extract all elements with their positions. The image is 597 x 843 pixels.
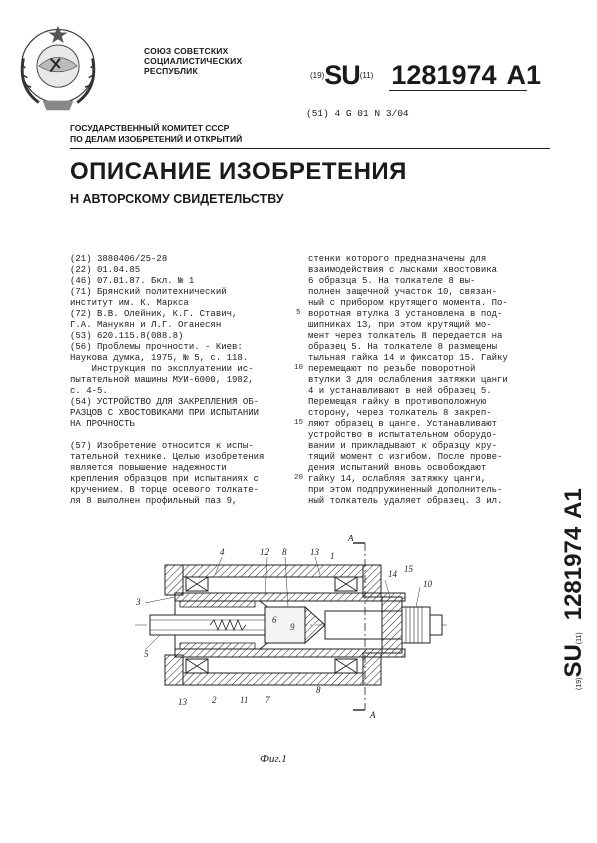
- org-line: СОЦИАЛИСТИЧЕСКИХ: [144, 56, 243, 66]
- code-19: (19): [310, 71, 325, 80]
- text-line: Наукова думка, 1975, № 5, с. 118.: [70, 353, 249, 363]
- text-line: 6 образца 5. На толкателе 8 вы-: [308, 276, 476, 286]
- document-title: ОПИСАНИЕ ИЗОБРЕТЕНИЯ: [70, 158, 407, 185]
- text-line: пытательной машины МУИ-6000, 1982,: [70, 375, 254, 385]
- text-line: крепления образцов при испытаниях с: [70, 474, 260, 484]
- text-line: полнен защечной участок 10, связан-: [308, 287, 498, 297]
- left-column: [70, 254, 295, 507]
- text-line: ный с прибором крутящего момента. По-: [308, 298, 508, 308]
- label-8-bottom: 8: [316, 685, 321, 695]
- text-line: (72) В.В. Олейник, К.Г. Ставич,: [70, 309, 238, 319]
- label-7: 7: [265, 695, 270, 705]
- line-number: 15: [294, 419, 304, 427]
- text-line: тыльная гайка 14 и фиксатор 15. Гайку: [308, 353, 508, 363]
- label-8-top: 8: [282, 547, 287, 557]
- label-A-top: А: [348, 535, 354, 543]
- patent-kind: A1: [506, 60, 542, 90]
- code-11: (11): [576, 632, 583, 645]
- label-4: 4: [220, 547, 225, 557]
- committee-name: [70, 123, 242, 145]
- label-2: 2: [212, 695, 217, 705]
- label-A-bottom: А: [370, 710, 376, 720]
- ussr-emblem-icon: [10, 20, 106, 116]
- header-rule: [70, 148, 550, 149]
- patent-kind: A1: [560, 488, 587, 519]
- text-line: взаимодействия с лысками хвостовика: [308, 265, 498, 275]
- organization-name: [144, 46, 242, 76]
- text-line: тательной технике. Целью изобретения: [70, 452, 265, 462]
- label-11: 11: [240, 695, 249, 705]
- line-number: 5: [296, 309, 301, 317]
- text-line: (57) Изобретение относится к испы-: [70, 441, 254, 451]
- label-5: 5: [144, 649, 149, 659]
- text-line: сторону, через толкатель 8 закреп-: [308, 408, 492, 418]
- patent-number: 1281974: [560, 526, 587, 621]
- text-line: Г.А. Манукян и Л.Г. Оганесян: [70, 320, 222, 330]
- committee-line: ГОСУДАРСТВЕННЫЙ КОМИТЕТ СССР: [70, 123, 230, 133]
- text-line: (54) УСТРОЙСТВО ДЛЯ ЗАКРЕПЛЕНИЯ ОБ-: [70, 397, 260, 407]
- text-line: устройство в испытательном оборудо-: [308, 430, 498, 440]
- text-line: ляют образец в цанге. Устанавливают: [308, 419, 498, 429]
- text-line: шипниках 13, при этом крутящий мо-: [308, 320, 492, 330]
- text-line: НА ПРОЧНОСТЬ: [70, 419, 135, 429]
- text-line: втулки 3 для ослабления затяжки цанги: [308, 375, 508, 385]
- text-line: институт им. К. Маркса: [70, 298, 189, 308]
- label-13-bottom: 13: [178, 697, 187, 707]
- document-subtitle: Н АВТОРСКОМУ СВИДЕТЕЛЬСТВУ: [70, 192, 284, 206]
- code-19: (19): [576, 677, 583, 690]
- text-line: ный толкатель удаляет образец. 3 ил.: [308, 496, 503, 506]
- text-line: кручением. В торце осевого толкате-: [70, 485, 260, 495]
- text-line: тящий момент с изгибом. После прове-: [308, 452, 503, 462]
- text-line: 4 и устанавливают в ней образец 5.: [308, 386, 492, 396]
- vertical-patent-number: [548, 360, 588, 690]
- text-line: (56) Проблемы прочности. - Киев:: [70, 342, 243, 352]
- label-14: 14: [388, 569, 397, 579]
- country-code: SU: [324, 60, 360, 90]
- technical-drawing: [120, 535, 455, 750]
- text-line: воротная втулка 3 установлена в под-: [308, 309, 503, 319]
- country-code: SU: [560, 644, 587, 678]
- label-6: 6: [272, 615, 277, 625]
- label-15: 15: [404, 564, 413, 574]
- text-line: с. 4-5.: [70, 386, 108, 396]
- text-line: (22) 01.04.85: [70, 265, 141, 275]
- line-number: 10: [294, 364, 304, 372]
- right-column: [308, 254, 533, 507]
- text-line: образец 5. На толкателе 8 размещены: [308, 342, 498, 352]
- text-line: РАЗЦОВ С ХВОСТОВИКАМИ ПРИ ИСПЫТАНИИ: [70, 408, 260, 418]
- text-line: при этом подпружиненный дополнитель-: [308, 485, 503, 495]
- text-line: дения испытаний вновь освобождают: [308, 463, 487, 473]
- text-line: Инструкция по эксплуатении ис-: [70, 364, 254, 374]
- ipc-classification: (51) 4 G 01 N 3/04: [306, 108, 409, 119]
- patent-number-block: [310, 60, 590, 90]
- patent-number: 1281974: [391, 60, 497, 90]
- code-11: (11): [359, 71, 374, 80]
- figure-caption: Фиг.1: [260, 753, 287, 765]
- text-line: (71) Брянский политехнический: [70, 287, 227, 297]
- org-line: СОЮЗ СОВЕТСКИХ: [144, 46, 229, 56]
- text-line: [70, 430, 295, 441]
- label-13-top: 13: [310, 547, 319, 557]
- text-line: ля 8 выполнен профильный паз 9,: [70, 496, 238, 506]
- text-line: вании и прикладывают к образцу кру-: [308, 441, 498, 451]
- number-underline: [389, 90, 527, 91]
- label-10: 10: [423, 579, 432, 589]
- text-line: перемещают по резьбе поворотной: [308, 364, 476, 374]
- label-3: 3: [136, 597, 141, 607]
- text-line: Перемещая гайку в противоположную: [308, 397, 487, 407]
- committee-line: ПО ДЕЛАМ ИЗОБРЕТЕНИЙ И ОТКРЫТИЙ: [70, 134, 243, 144]
- label-12: 12: [260, 547, 269, 557]
- text-line: является повышение надежности: [70, 463, 227, 473]
- text-line: (46) 07.01.87. Бкл. № 1: [70, 276, 195, 286]
- label-9: 9: [290, 622, 295, 632]
- text-line: мент через толкатель 8 передается на: [308, 331, 503, 341]
- text-line: (21) 3880406/25-28: [70, 254, 168, 264]
- text-line: гайку 14, ослабляя затяжку цанги,: [308, 474, 487, 484]
- label-1: 1: [330, 551, 335, 561]
- org-line: РЕСПУБЛИК: [144, 66, 198, 76]
- text-line: (53) 620.115.8(088.8): [70, 331, 184, 341]
- line-number: 20: [294, 474, 304, 482]
- text-line: стенки которого предназначены для: [308, 254, 487, 264]
